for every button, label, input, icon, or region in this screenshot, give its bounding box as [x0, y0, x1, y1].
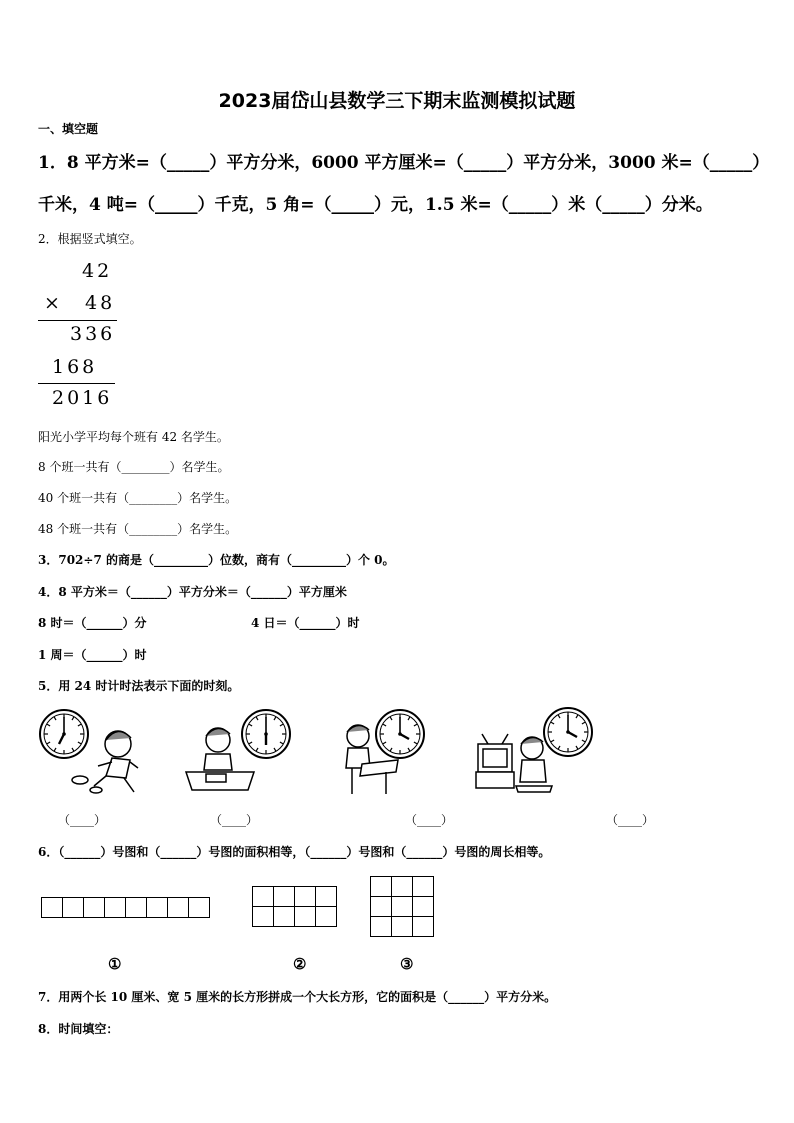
clock-icon: [376, 710, 424, 758]
q5-blank-1[interactable]: （____）: [58, 813, 107, 827]
figure-1-grid: [41, 897, 210, 918]
figure-3-grid: [370, 876, 434, 937]
clock-icon: [544, 708, 592, 756]
question-7: 7．用两个长 10 厘米、宽 5 厘米的长方形拼成一个大长方形，它的面积是（______）平方分米。: [38, 990, 557, 1004]
question-8: 8．时间填空：: [38, 1022, 119, 1036]
question-2-line-3: 48 个班一共有（________）名学生。: [38, 522, 238, 536]
calc-partial-2: 168: [52, 356, 98, 378]
calc-line-2: [38, 383, 115, 384]
question-4-line-1: 4．8 平方米＝（______）平方分米＝（______）平方厘米: [38, 585, 347, 599]
figure-2-grid: [252, 886, 337, 927]
calc-partial-1: 336: [70, 323, 116, 345]
section-heading: 一、填空题: [38, 122, 99, 136]
question-2-title: 2．根据竖式填空。: [38, 232, 142, 246]
question-4-hours: 8 时＝（______）分: [38, 616, 147, 630]
figure-2-label: ②: [293, 955, 307, 973]
question-4-days: 4 日＝（______）时: [251, 616, 360, 630]
calc-multiplicand: 42: [82, 260, 113, 282]
figure-3-label: ③: [400, 955, 414, 973]
q5-blank-3[interactable]: （____）: [405, 813, 454, 827]
child-watching-tv-icon: [476, 734, 552, 792]
question-6-title: 6．（______）号图和（______）号图的面积相等，（______）号图和（______）号图的周长相等。: [38, 845, 551, 859]
figure-1-label: ①: [108, 955, 122, 973]
calc-line-1: [38, 320, 117, 321]
calc-multiplier: 48: [85, 292, 116, 314]
clock-pictures: [36, 702, 596, 802]
question-3: 3．702÷7 的商是（_________）位数，商有（_________）个 0。: [38, 553, 395, 567]
question-4-week: 1 周＝（______）时: [38, 648, 147, 662]
clock-icon: [40, 710, 88, 758]
clock-icon: [242, 710, 290, 758]
page-title: 2023届岱山县数学三下期末监测模拟试题: [218, 90, 576, 112]
question-2-intro: 阳光小学平均每个班有 42 名学生。: [38, 430, 229, 444]
q5-blank-4[interactable]: （____）: [606, 813, 655, 827]
q5-blank-2[interactable]: （____）: [210, 813, 259, 827]
question-2-line-2: 40 个班一共有（________）名学生。: [38, 491, 238, 505]
calc-times-sign: ×: [44, 292, 63, 314]
calc-product: 2016: [52, 387, 113, 409]
question-5-title: 5．用 24 时计时法表示下面的时刻。: [38, 679, 240, 693]
question-2-line-1: 8 个班一共有（________）名学生。: [38, 460, 230, 474]
question-1-line-1: 1．8 平方米=（_____）平方分米，6000 平方厘米=（_____）平方分米，3000 米=（_____）: [38, 153, 770, 173]
question-1-line-2: 千米，4 吨=（_____）千克，5 角=（_____）元，1.5 米=（_____）米（_____）分米。: [38, 195, 713, 215]
